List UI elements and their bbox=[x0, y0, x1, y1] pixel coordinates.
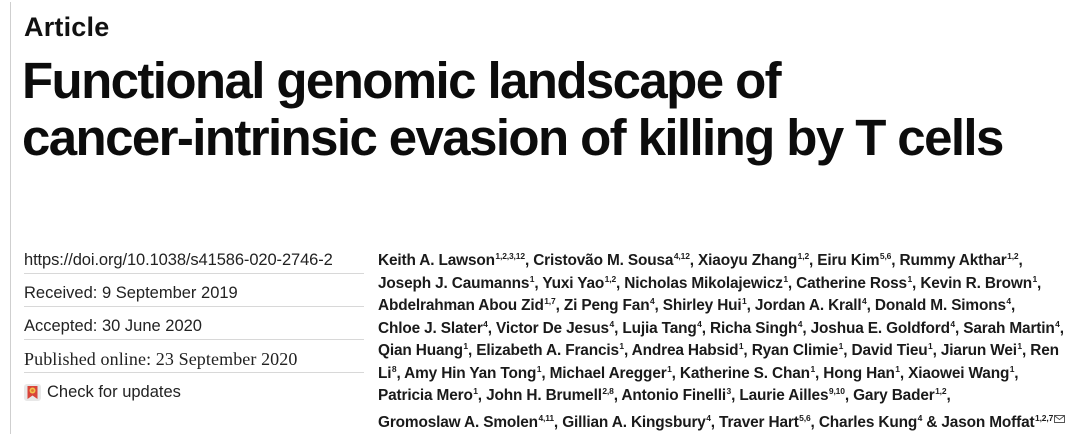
author[interactable] bbox=[378, 365, 396, 382]
author-separator: , bbox=[671, 364, 680, 382]
affiliation-marker: 1,2 bbox=[797, 251, 810, 261]
affiliation-marker: 1 bbox=[738, 341, 744, 351]
affiliation-marker: 4 bbox=[649, 296, 655, 306]
affiliation-marker: 4 bbox=[483, 318, 488, 329]
author[interactable] bbox=[710, 320, 802, 337]
author-name: Cristovão M. Sousa bbox=[533, 252, 674, 269]
author[interactable] bbox=[817, 252, 891, 269]
author-name: Patricia Mero bbox=[378, 387, 473, 404]
author[interactable] bbox=[739, 387, 844, 404]
check-updates-icon bbox=[24, 384, 41, 401]
author-name: Ryan Climie bbox=[751, 342, 839, 359]
author[interactable] bbox=[533, 252, 690, 269]
affiliation-marker: 2,8 bbox=[602, 386, 614, 396]
author-name: Yuxi Yao bbox=[542, 274, 605, 292]
author-name: Xiaoyu Zhang bbox=[698, 252, 798, 269]
author-line bbox=[378, 250, 1070, 273]
author[interactable] bbox=[622, 320, 701, 337]
author-name: Hong Han bbox=[823, 364, 895, 382]
affiliation-marker: 4 bbox=[950, 318, 955, 329]
author-separator: , bbox=[614, 319, 623, 337]
author[interactable] bbox=[823, 365, 900, 382]
affiliation-marker: 4 bbox=[1006, 296, 1011, 306]
received-date: Received: 9 September 2019 bbox=[24, 283, 364, 307]
author[interactable] bbox=[875, 297, 1011, 314]
author-name: Charles Kung bbox=[818, 413, 918, 431]
author-name: Gillian A. Kingsbury bbox=[562, 413, 706, 431]
author-name: Chloe J. Slater bbox=[378, 319, 483, 337]
affiliation-marker: 1 bbox=[463, 341, 468, 351]
author[interactable] bbox=[900, 252, 1019, 269]
author-separator: , bbox=[1059, 319, 1064, 337]
affiliation-marker: 4 bbox=[697, 318, 702, 329]
author[interactable] bbox=[755, 297, 867, 314]
author-separator: , bbox=[616, 274, 625, 292]
affiliation-marker: 1 bbox=[1017, 341, 1022, 351]
author-name: Rummy Akthar bbox=[899, 252, 1007, 269]
author[interactable] bbox=[941, 342, 1022, 359]
author-list bbox=[378, 250, 1070, 430]
author-separator: , bbox=[487, 319, 497, 337]
author[interactable] bbox=[752, 342, 844, 359]
author-separator: , bbox=[810, 413, 819, 431]
author[interactable] bbox=[496, 320, 614, 337]
author[interactable] bbox=[476, 342, 624, 359]
author-name: Jordan A. Krall bbox=[754, 297, 862, 314]
author[interactable] bbox=[404, 365, 541, 382]
author-name: Michael Aregger bbox=[549, 364, 667, 382]
affiliation-marker: 4 bbox=[862, 296, 867, 306]
author-line bbox=[378, 295, 1070, 318]
author-line bbox=[378, 273, 1070, 296]
affiliation-marker: 1 bbox=[838, 341, 844, 351]
author-name: Catherine Ross bbox=[796, 274, 907, 292]
author-separator: , bbox=[815, 364, 824, 382]
affiliation-marker: 4 bbox=[609, 318, 615, 329]
author-separator: , bbox=[534, 274, 543, 292]
author-name: Gary Bader bbox=[853, 387, 935, 404]
author-name: Zi Peng Fan bbox=[563, 297, 650, 314]
author-name: Victor De Jesus bbox=[496, 319, 609, 337]
author-separator: , bbox=[553, 413, 563, 431]
author[interactable] bbox=[663, 297, 747, 314]
author[interactable] bbox=[920, 275, 1037, 292]
affiliation-marker: 5,6 bbox=[799, 412, 811, 423]
author-name: Antonio Finelli bbox=[621, 387, 727, 404]
affiliation-marker: 1 bbox=[810, 363, 816, 374]
author-line bbox=[378, 318, 1070, 341]
author-name: John H. Brumell bbox=[486, 387, 602, 404]
author[interactable] bbox=[378, 387, 478, 404]
author[interactable] bbox=[853, 387, 946, 404]
author-name: Joseph J. Caumanns bbox=[378, 274, 530, 292]
author-separator: , bbox=[477, 387, 487, 404]
author-separator: , bbox=[1014, 364, 1019, 382]
author-name: Ren bbox=[1030, 342, 1059, 359]
author[interactable] bbox=[562, 414, 711, 431]
affiliation-marker: 3 bbox=[726, 386, 732, 396]
affiliation-marker: 1 bbox=[1032, 273, 1038, 284]
author-separator: , bbox=[701, 319, 710, 337]
author-name: Richa Singh bbox=[709, 319, 798, 337]
author-separator: , bbox=[1010, 297, 1016, 314]
left-rule bbox=[10, 2, 11, 434]
author-separator: , bbox=[787, 274, 797, 292]
author-name: Gromoslaw A. Smolen bbox=[378, 413, 538, 431]
author-separator: , bbox=[843, 342, 852, 359]
author-separator: , bbox=[1018, 252, 1023, 269]
title-line-2: cancer-intrinsic evasion of killing by T cells bbox=[22, 109, 1003, 166]
author[interactable] bbox=[811, 320, 955, 337]
author[interactable] bbox=[796, 275, 912, 292]
author-separator: , bbox=[541, 364, 550, 382]
author-name: Xiaowei Wang bbox=[908, 364, 1010, 382]
author-name: Li bbox=[378, 364, 392, 382]
author-name: Donald M. Simons bbox=[874, 297, 1006, 314]
affiliation-marker: 1 bbox=[667, 363, 672, 374]
author[interactable] bbox=[378, 320, 488, 337]
author-name: Eiru Kim bbox=[817, 252, 880, 269]
check-for-updates-label: Check for updates bbox=[47, 383, 181, 401]
affiliation-marker: 1 bbox=[619, 341, 624, 351]
affiliation-marker: 1 bbox=[907, 273, 913, 284]
affiliation-marker: 4 bbox=[1055, 318, 1060, 329]
affiliation-marker: 4 bbox=[917, 412, 923, 423]
affiliation-marker: 1 bbox=[536, 363, 542, 374]
author[interactable] bbox=[378, 275, 534, 292]
author[interactable] bbox=[1030, 342, 1059, 359]
author-name: Jiarun Wei bbox=[940, 342, 1017, 359]
affiliation-marker: 1 bbox=[895, 363, 900, 374]
author[interactable] bbox=[564, 297, 655, 314]
author[interactable] bbox=[963, 320, 1060, 337]
author[interactable] bbox=[908, 365, 1014, 382]
accepted-date: Accepted: 30 June 2020 bbox=[24, 316, 364, 340]
author-separator: , bbox=[396, 364, 405, 382]
author-name: Katherine S. Chan bbox=[679, 364, 810, 382]
author-name: Andrea Habsid bbox=[631, 342, 739, 359]
author[interactable] bbox=[632, 342, 744, 359]
section-label: Article bbox=[24, 12, 110, 42]
author[interactable] bbox=[486, 387, 614, 404]
author[interactable] bbox=[819, 414, 922, 431]
author[interactable] bbox=[941, 414, 1065, 431]
affiliation-marker: 1 bbox=[473, 386, 478, 396]
author-separator: , bbox=[731, 387, 740, 404]
author-separator: , bbox=[866, 297, 875, 314]
affiliation-marker: 1 bbox=[1009, 363, 1015, 374]
author-name: Jason Moffat bbox=[941, 413, 1035, 431]
author-name: Traver Hart bbox=[719, 413, 799, 431]
affiliation-marker: 1 bbox=[783, 273, 788, 284]
author[interactable] bbox=[542, 275, 616, 292]
author[interactable] bbox=[851, 342, 932, 359]
author-separator: , bbox=[743, 342, 752, 359]
author-separator: , bbox=[524, 252, 534, 269]
author-separator: , bbox=[710, 413, 720, 431]
article-title bbox=[22, 52, 1062, 166]
author[interactable] bbox=[378, 414, 554, 431]
affiliation-marker: 1,7 bbox=[544, 296, 556, 306]
author-separator: , bbox=[899, 364, 909, 382]
author[interactable] bbox=[378, 252, 525, 269]
affiliation-marker: 1 bbox=[928, 341, 933, 351]
author-name: Kevin R. Brown bbox=[920, 274, 1032, 292]
affiliation-marker: 4 bbox=[706, 412, 711, 423]
corresponding-author-mail-icon[interactable] bbox=[1054, 408, 1065, 431]
affiliation-marker: 1,2 bbox=[1007, 251, 1019, 261]
author-line bbox=[378, 408, 1070, 431]
affiliation-marker: 1,2,7 bbox=[1035, 412, 1054, 423]
author-separator: , bbox=[689, 252, 699, 269]
author[interactable] bbox=[378, 342, 468, 359]
author-name: Sarah Martin bbox=[963, 319, 1055, 337]
author-separator: , bbox=[954, 319, 964, 337]
author-name: Lujia Tang bbox=[622, 319, 697, 337]
affiliation-marker: 1 bbox=[742, 296, 747, 306]
author[interactable] bbox=[378, 297, 556, 314]
author[interactable] bbox=[698, 252, 809, 269]
author-line bbox=[378, 385, 1070, 408]
check-for-updates-button[interactable] bbox=[24, 382, 364, 405]
author-separator: , bbox=[844, 387, 854, 404]
author-separator: , bbox=[809, 252, 818, 269]
author-separator: , bbox=[467, 342, 477, 359]
affiliation-marker: 4,11 bbox=[538, 412, 554, 423]
author-name: Joshua E. Goldford bbox=[810, 319, 950, 337]
author[interactable] bbox=[719, 414, 811, 431]
author-separator: , bbox=[613, 387, 622, 404]
author-separator: , bbox=[1022, 342, 1031, 359]
doi-link[interactable]: https://doi.org/10.1038/s41586-020-2746-2 bbox=[24, 250, 364, 274]
author-name: Amy Hin Yan Tong bbox=[404, 364, 537, 382]
author-name: Shirley Hui bbox=[662, 297, 742, 314]
author-separator: , bbox=[891, 252, 900, 269]
author[interactable] bbox=[550, 365, 672, 382]
title-line-1: Functional genomic landscape of bbox=[22, 52, 781, 109]
author-separator: , bbox=[746, 297, 755, 314]
author-separator: , bbox=[1037, 274, 1042, 292]
article-metadata bbox=[24, 250, 364, 405]
author-name: Abdelrahman Abou Zid bbox=[378, 297, 544, 314]
author-name: Elizabeth A. Francis bbox=[476, 342, 619, 359]
affiliation-marker: 4,12 bbox=[673, 251, 690, 261]
author-name: Laurie Ailles bbox=[739, 387, 829, 404]
published-date: Published online: 23 September 2020 bbox=[24, 349, 364, 373]
affiliation-marker: 9,10 bbox=[828, 386, 845, 396]
affiliation-marker: 1,2 bbox=[604, 273, 617, 284]
affiliation-marker: 1 bbox=[529, 273, 535, 284]
author[interactable] bbox=[624, 275, 788, 292]
author-separator: , bbox=[946, 387, 951, 404]
affiliation-marker: 4 bbox=[797, 318, 803, 329]
affiliation-marker: 1,2 bbox=[935, 386, 947, 396]
author-separator: & bbox=[922, 413, 942, 431]
author-separator: , bbox=[555, 297, 564, 314]
author[interactable] bbox=[680, 365, 815, 382]
author-line bbox=[378, 363, 1070, 386]
author-name: Keith A. Lawson bbox=[378, 252, 495, 269]
author-separator: , bbox=[932, 342, 941, 359]
author-separator: , bbox=[912, 274, 921, 292]
author-separator: , bbox=[802, 319, 811, 337]
affiliation-marker: 1,2,3,12 bbox=[495, 251, 525, 261]
author-separator: , bbox=[623, 342, 632, 359]
affiliation-marker: 8 bbox=[391, 363, 397, 374]
author-name: Qian Huang bbox=[378, 342, 463, 359]
author-separator: , bbox=[654, 297, 663, 314]
affiliation-marker: 5,6 bbox=[879, 251, 892, 261]
author-name: Nicholas Mikolajewicz bbox=[624, 274, 783, 292]
author-line bbox=[378, 340, 1070, 363]
author[interactable] bbox=[621, 387, 731, 404]
author-name: David Tieu bbox=[851, 342, 928, 359]
